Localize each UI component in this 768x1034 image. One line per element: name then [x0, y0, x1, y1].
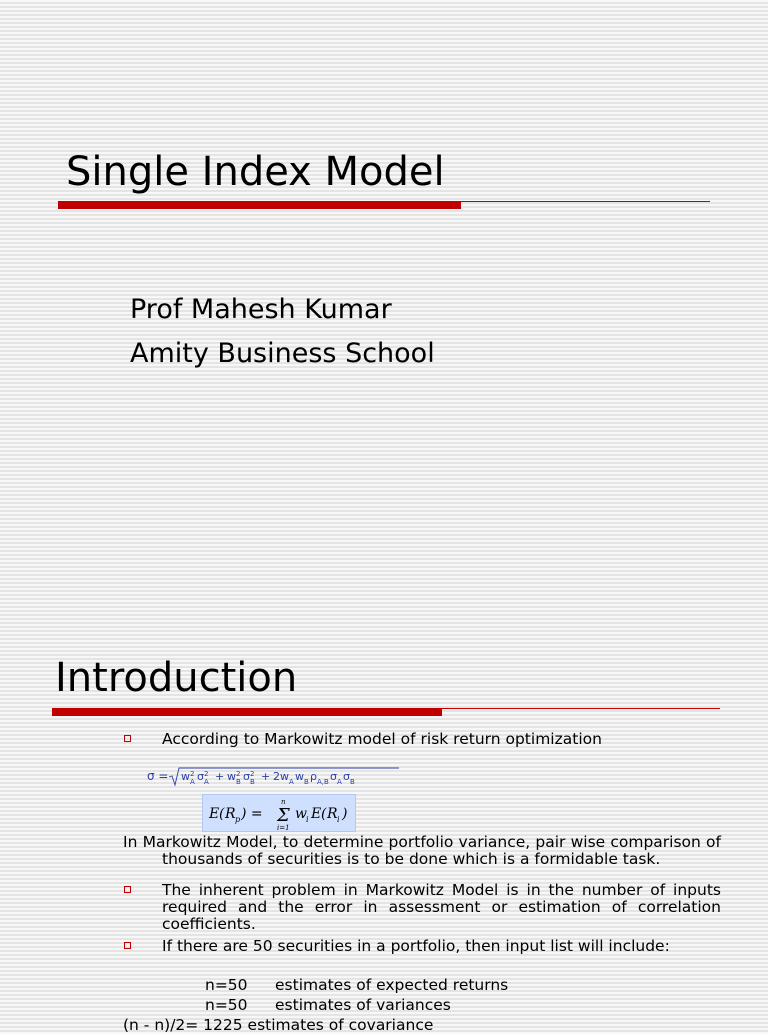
svg-text:+: + [261, 770, 271, 783]
bullet-square-icon [124, 886, 131, 893]
svg-text:B: B [250, 778, 255, 786]
title-underline-thin [461, 201, 710, 202]
bullet-square-icon [124, 942, 131, 949]
bullet-square-icon [124, 735, 131, 742]
slide-title: Introduction [55, 655, 298, 701]
svg-text:σ: σ [243, 770, 250, 783]
svg-text:A: A [204, 778, 209, 786]
svg-text:2: 2 [250, 770, 255, 778]
svg-text:i=1: i=1 [277, 824, 290, 832]
svg-text:σ: σ [343, 770, 350, 783]
svg-text:(: ( [321, 806, 327, 822]
svg-text:w: w [295, 770, 304, 783]
bullet-text: According to Markowitz model of risk return optimization [162, 730, 602, 748]
svg-text:σ: σ [330, 770, 337, 783]
svg-text:B: B [304, 778, 309, 786]
input-description: estimates of expected returns [275, 976, 509, 994]
svg-text:B: B [350, 778, 355, 786]
institution-name: Amity Business School [130, 338, 435, 369]
svg-text:2: 2 [190, 770, 195, 778]
title-underline-thin [442, 708, 720, 709]
expected-return-formula-image [203, 795, 357, 833]
svg-text:A,B: A,B [317, 778, 329, 786]
variance-formula-image [147, 765, 407, 789]
svg-text:E: E [209, 806, 220, 822]
svg-text:w: w [181, 770, 190, 783]
author-name: Prof Mahesh Kumar [130, 294, 392, 325]
partial-line-text: (n - n)/2= 1225 estimates of covariance [123, 1016, 434, 1034]
input-description: estimates of variances [275, 996, 451, 1014]
input-count: n=50 [205, 976, 248, 994]
variance-formula [147, 765, 407, 789]
bullet-text: If there are 50 securities in a portfolio, then input list will include: [162, 937, 670, 955]
svg-text:ρ: ρ [310, 770, 317, 783]
svg-text:n: n [281, 798, 286, 806]
svg-text:2: 2 [204, 770, 209, 778]
svg-text:σ =: σ = [147, 769, 169, 783]
svg-text:Σ: Σ [277, 805, 290, 826]
svg-text:+: + [215, 770, 225, 783]
svg-text:B: B [236, 778, 241, 786]
svg-text:σ: σ [197, 770, 204, 783]
slide-title: Single Index Model [66, 149, 445, 195]
svg-text:R: R [327, 806, 338, 822]
expected-return-formula [202, 794, 356, 832]
svg-text:R: R [225, 806, 236, 822]
svg-text:): ) [342, 806, 348, 822]
svg-text:A: A [289, 778, 294, 786]
title-underline-thick [58, 201, 461, 209]
svg-text:p: p [235, 815, 241, 824]
svg-text:w: w [227, 770, 236, 783]
svg-text:) =: ) = [241, 806, 263, 822]
svg-text:2w: 2w [273, 770, 289, 783]
title-underline-thick [52, 708, 442, 716]
svg-text:i: i [337, 815, 340, 824]
svg-text:A: A [190, 778, 195, 786]
svg-text:(: ( [219, 806, 225, 822]
introduction-slide [0, 620, 768, 1034]
svg-text:i: i [306, 815, 309, 824]
svg-text:w: w [295, 806, 307, 822]
svg-text:A: A [337, 778, 342, 786]
input-count: n=50 [205, 996, 248, 1014]
svg-text:2: 2 [236, 770, 241, 778]
paragraph-text: In Markowitz Model, to determine portfolio variance, pair wise comparison of thousands of securities is to be done which is a formidable task. [123, 833, 721, 868]
bullet-text: The inherent problem in Markowitz Model is in the number of inputs required and the error in assessment or estimation of correlation coefficients. [162, 881, 721, 933]
svg-text:E: E [311, 806, 322, 822]
